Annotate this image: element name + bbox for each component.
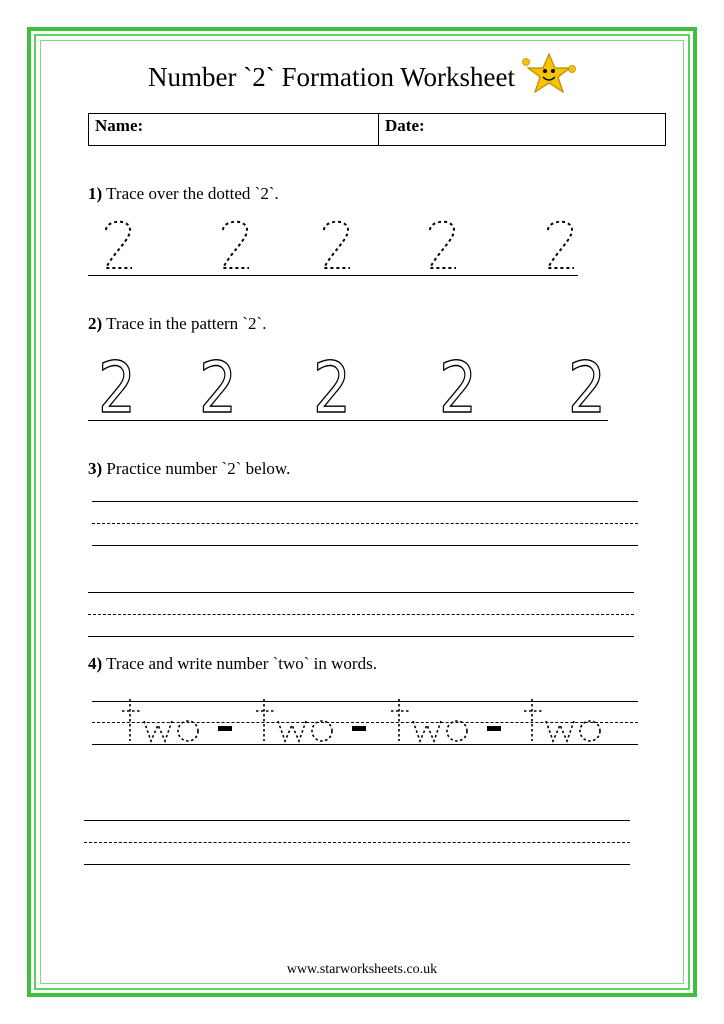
section-2-baseline [88, 420, 608, 421]
section-text: Practice number `2` below. [106, 459, 291, 478]
outline-digit-glyph: 2 [313, 347, 351, 429]
dotted-digit-2[interactable] [100, 216, 136, 272]
name-field[interactable] [89, 114, 379, 145]
word-separator-dash [487, 726, 501, 731]
word-separator-dash [218, 726, 232, 731]
outline-digit-glyph: 2 [568, 347, 606, 429]
dotted-word-two[interactable] [520, 695, 604, 747]
worksheet-title: Number `2` Formation Worksheet [148, 62, 516, 92]
dotted-digit-2[interactable] [217, 216, 253, 272]
section-number: 4) [88, 654, 103, 673]
outline-digit-glyph: 2 [439, 347, 477, 429]
dotted-word-two[interactable] [387, 695, 471, 747]
date-label: Date: [385, 116, 425, 135]
section-number: 3) [88, 459, 103, 478]
word-separator-dash [352, 726, 366, 731]
section-4-heading [88, 654, 377, 674]
dotted-word-two[interactable] [252, 695, 336, 747]
writing-base-line [84, 864, 630, 865]
section-text: Trace and write number `two` in words. [106, 654, 377, 673]
writing-top-line [88, 592, 634, 593]
writing-base-line [88, 636, 634, 637]
dotted-digit-2[interactable] [318, 216, 354, 272]
outline-digit-2[interactable] [312, 347, 352, 429]
outline-digit-glyph: 2 [98, 347, 136, 429]
section-text: Trace over the dotted `2`. [106, 184, 279, 203]
dotted-digit-2[interactable] [542, 216, 578, 272]
outline-digit-2[interactable] [97, 347, 137, 429]
section-3-heading [88, 459, 290, 479]
section-1-heading [88, 184, 279, 204]
section-number: 1) [88, 184, 103, 203]
writing-base-line [92, 545, 638, 546]
writing-mid-line [88, 614, 634, 615]
writing-mid-line [92, 523, 638, 524]
footer-url: www.starworksheets.co.uk [286, 962, 438, 977]
section-number: 2) [88, 314, 103, 333]
dotted-word-two[interactable] [118, 695, 202, 747]
outline-digit-2[interactable] [567, 347, 607, 429]
section-1-baseline [88, 275, 578, 276]
section-2-heading [88, 314, 266, 334]
section-text: Trace in the pattern `2`. [106, 314, 267, 333]
smiling-star-icon [522, 52, 576, 96]
dotted-digit-2[interactable] [424, 216, 460, 272]
date-field[interactable] [379, 114, 665, 145]
outline-digit-glyph: 2 [199, 347, 237, 429]
writing-top-line [84, 820, 630, 821]
outline-digit-2[interactable] [198, 347, 238, 429]
name-label: Name: [95, 116, 144, 135]
writing-top-line [92, 501, 638, 502]
writing-mid-line [84, 842, 630, 843]
name-date-table [88, 113, 666, 146]
outline-digit-2[interactable] [438, 347, 478, 429]
